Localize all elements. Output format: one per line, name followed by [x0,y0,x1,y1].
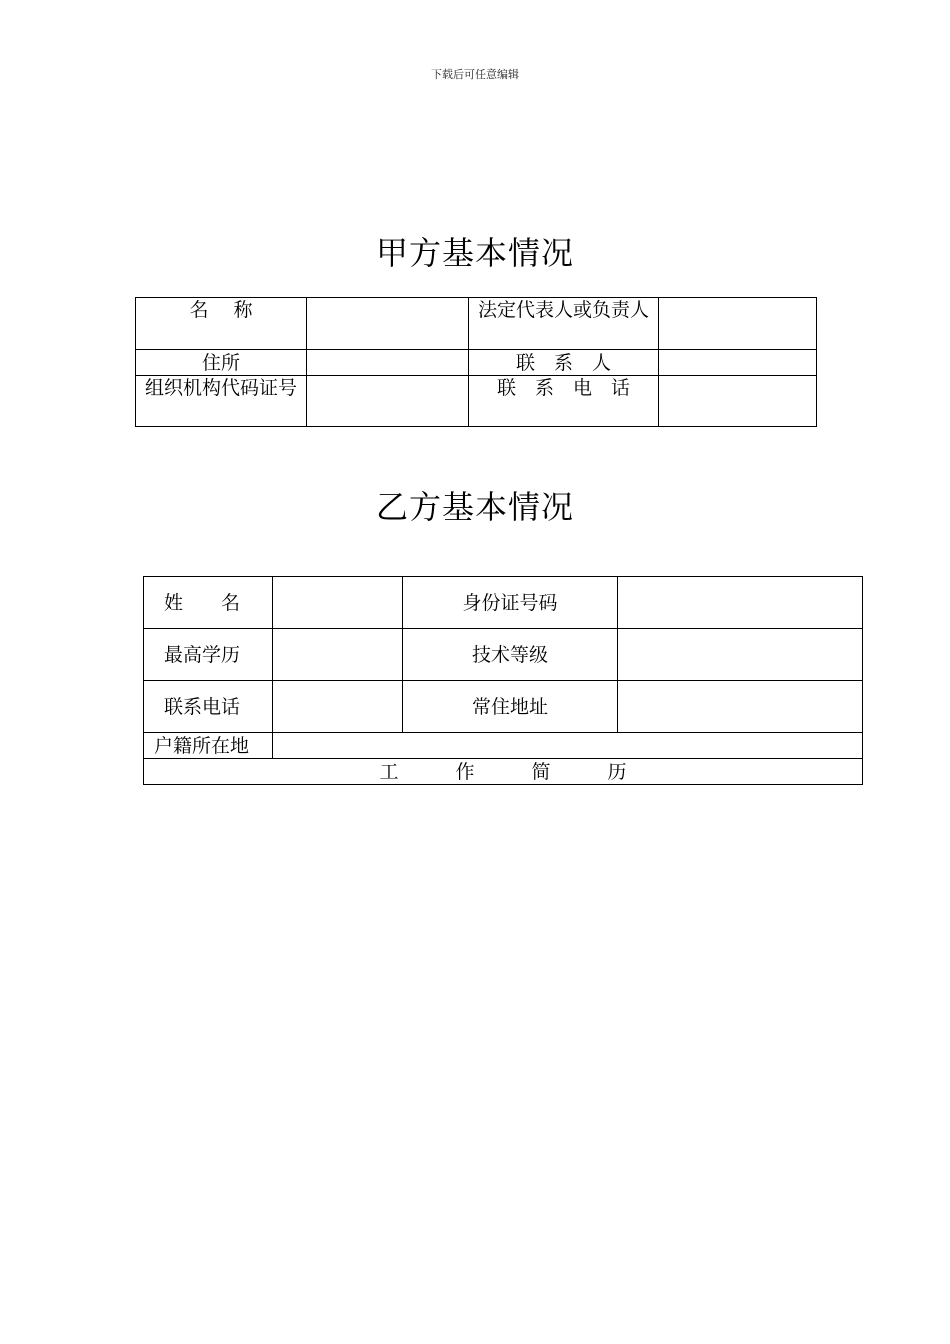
legal-representative-label: 法定代表人或负责人 [469,298,659,350]
table-row [144,577,863,629]
name-label: 名 称 [136,298,307,350]
contact-person-value[interactable] [659,350,817,376]
hukou-label: 户籍所在地 [144,733,273,759]
party-b-title: 乙方基本情况 [375,488,574,526]
name-value[interactable] [307,298,469,350]
education-value[interactable] [273,629,403,681]
org-code-label: 组织机构代码证号 [136,376,307,427]
table-row [144,629,863,681]
residence-address-value[interactable] [618,681,863,733]
table-row [144,759,863,785]
table-row [144,733,863,759]
table-row [136,298,817,350]
residence-address-label: 常住地址 [403,681,618,733]
full-name-value[interactable] [273,577,403,629]
table-row [144,681,863,733]
table-row [136,350,817,376]
hukou-value[interactable] [273,733,863,759]
skill-level-label: 技术等级 [403,629,618,681]
party-b-table [143,576,863,785]
phone-label: 联系电话 [144,681,273,733]
id-number-value[interactable] [618,577,863,629]
id-number-label: 身份证号码 [403,577,618,629]
page-header-note: 下载后可任意编辑 [431,68,519,81]
contact-phone-value[interactable] [659,376,817,427]
full-name-label: 姓 名 [144,577,273,629]
address-label: 住所 [136,350,307,376]
work-history-header: 工 作 简 历 [144,759,863,785]
party-a-table [135,297,817,427]
party-a-title: 甲方基本情况 [375,234,574,272]
contact-person-label: 联 系 人 [469,350,659,376]
skill-level-value[interactable] [618,629,863,681]
education-label: 最高学历 [144,629,273,681]
address-value[interactable] [307,350,469,376]
contact-phone-label: 联 系 电 话 [469,376,659,427]
table-row [136,376,817,427]
legal-representative-value[interactable] [659,298,817,350]
org-code-value[interactable] [307,376,469,427]
phone-value[interactable] [273,681,403,733]
